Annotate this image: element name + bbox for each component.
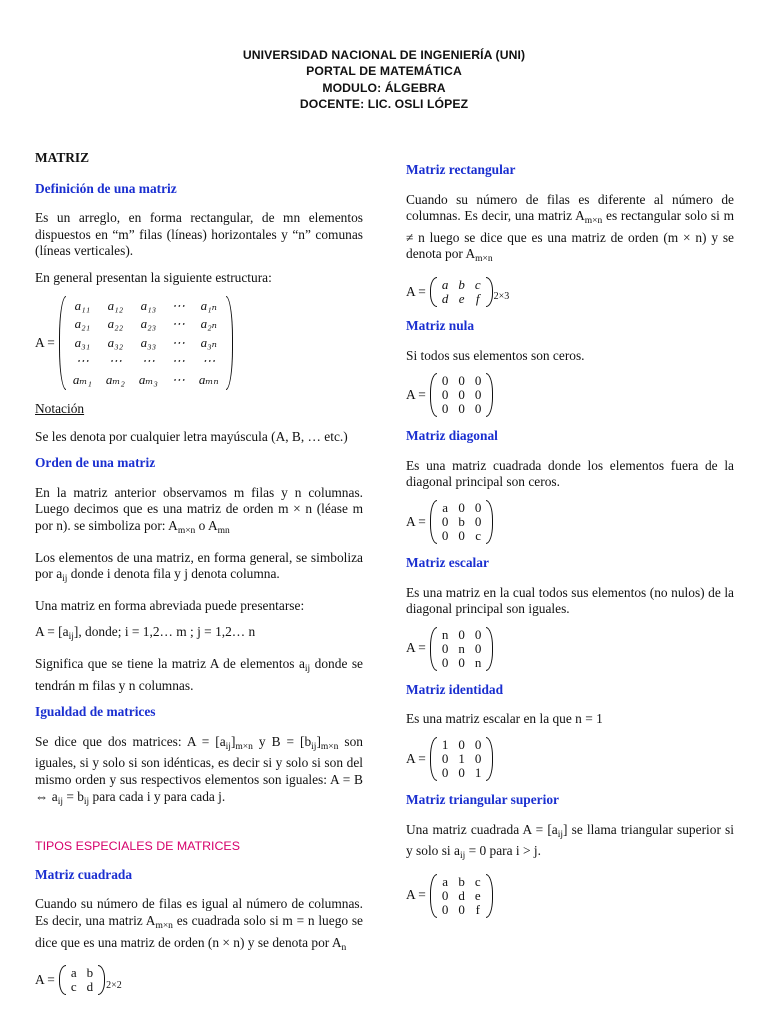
heading-escalar: Matriz escalar [406,554,489,570]
matrix-row [66,371,226,390]
matrix-cell: c [474,276,481,292]
rect-matrix-order: 2×3 [493,291,510,303]
scalar-matrix [437,628,487,670]
rect-matrix [437,278,486,306]
matrix-cell: f [475,901,480,917]
matrix-row [66,334,226,353]
matrix-row [437,738,487,752]
equality-sub: ij [311,741,317,752]
matrix-row [437,889,486,903]
matrix-cell: a [442,873,448,889]
identity-matrix [437,738,487,780]
matrix-cell: aₘ₁ [72,371,92,387]
general-matrix-formula [35,297,363,390]
square-matrix-brackets [59,966,105,994]
diag-matrix-lhs: A = [406,513,426,529]
document-header [0,47,768,113]
order-text-part: En la matriz anterior observamos m filas y n columnas. Luego decimos que es una matriz de orden m × n (léase m por n). se simboliza por: A [35,484,363,534]
abbrev-sub: ij [68,632,74,643]
matrix-cell: 0 [441,401,449,417]
matrix-cell: 0 [474,513,482,529]
abbrev-part: ], donde; i = 1,2… m ; j = 1,2… n [73,624,256,640]
heading-triangular-superior: Matriz triangular superior [406,791,559,807]
upper-part: = 0 para i > j. [465,843,541,859]
matrix-cell: 0 [441,750,449,766]
matrix-cell: ⋯ [171,353,185,369]
matrix-cell: 0 [441,887,449,903]
meaning-text [35,656,363,694]
rect-sub: m×n [584,216,603,227]
matrix-cell: 0 [458,901,465,917]
matrix-cell: 0 [474,401,482,417]
matrix-row [437,642,487,656]
matrix-cell: a₃₃ [140,334,157,350]
upper-part: ] se llama triangular superior si y solo si a [406,821,734,859]
upper-sub: ij [459,851,466,862]
matrix-cell: 0 [458,387,465,403]
square-matrix-order: 2×2 [106,979,122,991]
definition-text: Es un arreglo, en forma rectangular, de mn elementos dispuestos en “m” filas (líneas) horizontales y “n” comunas (líneas verticales). [35,210,363,259]
identity-text: Es una matriz escalar en la que n = 1 [406,711,603,727]
matrix-cell: a₂₂ [107,316,124,332]
matrix-cell: a [70,965,77,981]
square-matrix [66,966,98,994]
identity-matrix-lhs: A = [406,750,426,766]
matrix-cell: b [458,513,465,529]
matrix-cell: 0 [458,626,465,642]
rect-matrix-brackets [430,278,493,306]
matrix-cell: 0 [441,654,449,670]
diag-text: Es una matriz cuadrada donde los elementos fuera de la diagonal principal son ceros. [406,457,734,490]
matrix-row [66,297,226,316]
elements-text [35,550,363,588]
square-matrix-lhs: A = [35,971,55,987]
matrix-cell: 0 [474,736,482,752]
upper-matrix [437,875,486,917]
matrix-cell: aₘ₃ [138,371,158,387]
matrix-cell: 0 [441,387,449,403]
matrix-cell: 0 [458,654,465,670]
matrix-cell: a₂ₙ [200,316,217,332]
matrix-cell: 0 [474,387,482,403]
matrix-cell: ⋯ [108,353,122,369]
elements-sub: ij [62,574,68,585]
matrix-cell: ⋯ [75,353,89,369]
abbrev-formula [35,624,363,646]
meaning-part: Significa que se tiene la matriz A de elementos a [35,656,305,671]
matrix-cell: a₂₃ [140,316,157,332]
rect-part: es rectangular solo si m ≠ n luego se dice que es una matriz de orden (m × n) y se denota por A [406,208,734,262]
heading-igualdad: Igualdad de matrices [35,704,156,720]
heading-nula: Matriz nula [406,317,475,333]
equality-part: y B = [b [252,733,312,749]
matrix-cell: a₃₂ [107,334,124,350]
abbrev-part: A = [a [35,624,69,640]
matrix-cell: 0 [474,626,482,642]
matrix-row [66,966,98,980]
equality-sub: ij [57,796,63,807]
scalar-matrix-brackets [430,628,494,670]
null-matrix-brackets [430,374,494,416]
heading-orden: Orden de una matriz [35,455,156,471]
equality-part: Se dice que dos matrices: A = [a [35,733,226,749]
identity-matrix-formula [406,738,734,780]
header-module: MODULO: ÁLGEBRA [322,80,446,95]
rect-matrix-formula [406,278,734,306]
matrix-cell: 0 [474,373,482,389]
matrix-cell: 0 [441,527,449,543]
heading-tipos-especiales: TIPOS ESPECIALES DE MATRICES [35,839,240,854]
structure-text: En general presentan la siguiente estructura: [35,269,272,285]
matrix-cell: ⋯ [171,316,185,332]
matrix-cell: aₘ₂ [105,371,125,387]
null-matrix-formula [406,374,734,416]
abbrev-text: Una matriz en forma abreviada puede presentarse: [35,597,305,613]
equality-part: = b [62,788,84,804]
matrix-cell: e [458,290,465,306]
matrix-row [437,402,487,416]
right-column [406,162,734,929]
square-sub: n [341,942,347,953]
matrix-cell: e [474,887,481,903]
square-part: es cuadrada solo si m = n luego se dice que es una matriz de orden (n × n) y se denota por A [35,912,363,950]
rect-matrix-lhs: A = [406,283,426,299]
matrix-cell: a₂₁ [74,316,91,332]
matrix-cell: c [474,873,481,889]
diag-matrix-brackets [430,501,494,543]
matrix-row [437,628,487,642]
matrix-cell: 0 [441,764,449,780]
matrix-cell: 0 [458,736,465,752]
order-sub: m×n [177,526,196,537]
matrix-row [437,766,487,780]
general-matrix-lhs: A = [35,334,55,350]
header-university: UNIVERSIDAD NACIONAL DE INGENIERÍA (UNI) [242,48,526,62]
matrix-cell: ⋯ [171,334,185,350]
matrix-cell: b [458,276,465,292]
left-column [35,150,363,1006]
matrix-cell: 0 [458,401,465,417]
matrix-row [437,388,487,402]
matrix-cell: 0 [474,750,482,766]
matrix-cell: 1 [441,736,449,752]
square-sub: m×n [155,920,173,931]
heading-cuadrada: Matriz cuadrada [35,866,133,882]
rect-sub: m×n [475,254,493,265]
identity-matrix-brackets [430,738,494,780]
matrix-cell: 0 [458,764,465,780]
rect-part: Cuando su número de filas es diferente al número de columnas. Es decir, una matriz A [406,191,734,224]
matrix-cell: 0 [441,640,449,656]
matrix-row [437,656,487,670]
matrix-row [437,278,486,292]
upper-text [406,822,734,865]
matrix-cell: 0 [458,499,465,515]
matrix-cell: a₁₃ [140,297,157,313]
matrix-cell: a₁₁ [74,297,91,313]
diag-matrix-formula [406,501,734,543]
null-text: Si todos sus elementos son ceros. [406,347,585,363]
scalar-matrix-lhs: A = [406,640,426,656]
matrix-cell: n [474,654,482,670]
matrix-cell: a₃ₙ [200,334,217,350]
scalar-matrix-formula [406,628,734,670]
matrix-cell: ⋯ [202,353,216,369]
equality-part: ] [230,733,236,749]
matrix-cell: f [475,290,480,306]
matrix-row [437,501,487,515]
matrix-cell: d [458,887,465,903]
heading-identidad: Matriz identidad [406,681,504,697]
matrix-cell: a [441,276,449,292]
header-portal: PORTAL DE MATEMÁTICA [306,64,462,79]
matrix-cell: 1 [458,750,465,766]
matrix-cell: aₘₙ [198,371,219,387]
equality-sub: ij [225,741,231,752]
matrix-cell: b [458,873,465,889]
upper-matrix-brackets [430,875,493,917]
equality-part: son iguales, si y solo si son idénticas, es decir si y solo si son del mismo orden y sus respectivos elementos son iguales: A = B ⇔ a [35,733,363,804]
order-text-part: o A [195,518,218,534]
matrix-cell: ⋯ [141,353,155,369]
elements-text-part: donde i denota fila y j denota columna. [67,566,280,582]
matrix-row [437,374,487,388]
meaning-part: donde se tendrán m filas y n columnas. [35,656,363,693]
matrix-row [437,515,487,529]
matrix-row [66,315,226,334]
elements-text-part: Los elementos de una matriz, en forma general, se simboliza por a [35,549,363,582]
matrix-cell: n [441,626,449,642]
diag-matrix [437,501,487,543]
heading-definicion: Definición de una matriz [35,180,177,196]
matrix-cell: c [475,527,481,543]
matrix-cell: a₁ₙ [200,297,217,313]
null-matrix-lhs: A = [406,386,426,402]
square-matrix-formula [35,966,363,994]
matrix-cell: a₃₁ [74,334,91,350]
square-text [35,896,363,956]
upper-matrix-formula [406,875,734,917]
equality-sub: ij [83,796,90,807]
matrix-cell: 0 [474,499,482,515]
matrix-cell: 0 [474,640,482,656]
meaning-sub: ij [304,664,311,674]
matrix-row [437,875,486,889]
matrix-cell: 1 [474,764,482,780]
equality-part: para cada i y para cada j. [89,788,226,804]
upper-sub: ij [557,829,564,840]
matrix-cell: b [86,965,94,981]
notation-text: Se les denota por cualquier letra mayúscula (A, B, … etc.) [35,428,348,444]
matrix-cell: 0 [458,373,465,389]
matrix-cell: ⋯ [171,297,185,313]
matrix-row [66,980,98,994]
header-teacher: DOCENTE: LIC. OSLI LÓPEZ [299,97,469,112]
matrix-cell: 0 [458,527,465,543]
matrix-row [437,292,486,306]
heading-diagonal: Matriz diagonal [406,428,498,444]
matrix-row [437,903,486,917]
matrix-row [66,352,226,371]
matrix-cell: n [458,640,465,656]
general-matrix [66,297,226,390]
matrix-cell: 0 [441,373,449,389]
upper-matrix-lhs: A = [406,887,426,903]
equality-sub: m×n [320,741,339,752]
matrix-cell: a₁₂ [107,297,124,313]
null-matrix [437,374,487,416]
order-text [35,485,363,540]
order-sub: mn [217,526,230,537]
matrix-cell: d [86,979,94,995]
general-matrix-brackets [59,297,233,390]
title-matriz: MATRIZ [35,150,90,165]
matrix-row [437,752,487,766]
matrix-cell: ⋯ [171,371,185,387]
matrix-cell: a [442,499,448,515]
equality-text [35,734,363,810]
square-part: Cuando su número de filas es igual al número de columnas. Es decir, una matriz A [35,896,363,928]
equality-sub: m×n [235,741,253,752]
upper-part: Una matriz cuadrada A = [a [406,821,558,837]
rect-text [406,192,734,268]
matrix-cell: 0 [441,901,449,917]
equality-part: ] [316,733,321,749]
heading-rectangular: Matriz rectangular [406,162,516,177]
matrix-cell: c [70,979,77,995]
heading-notacion: Notación [35,401,85,417]
scalar-text: Es una matriz en la cual todos sus elementos (no nulos) de la diagonal principal son iguales. [406,584,734,617]
matrix-cell: 0 [441,513,449,529]
matrix-cell: d [441,290,449,306]
matrix-row [437,529,487,543]
